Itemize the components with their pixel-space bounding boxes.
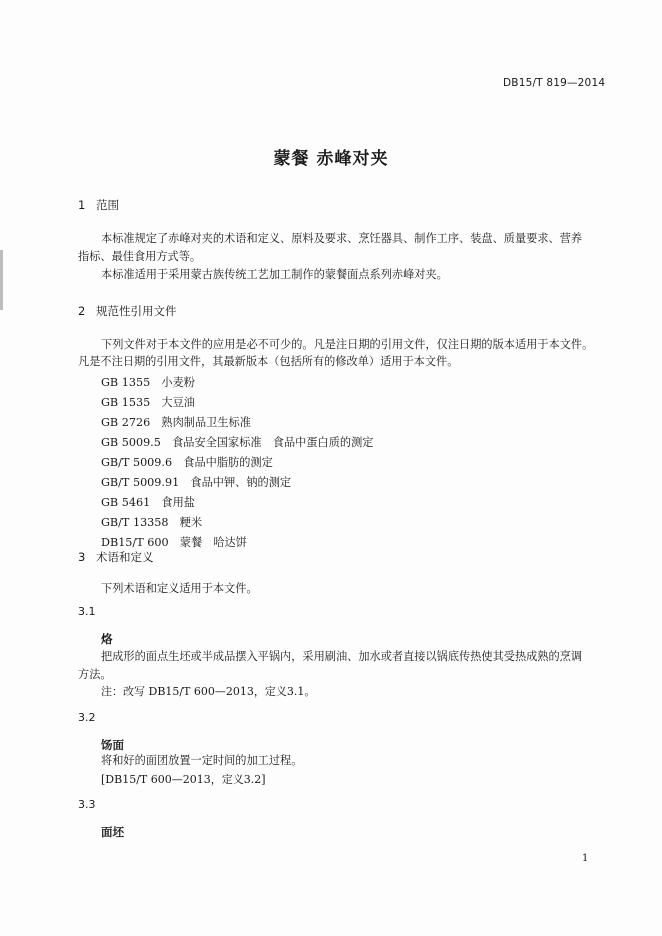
reference-item	[101, 534, 247, 550]
reference-name: 食用盐	[161, 496, 195, 509]
doc-number: DB15/T 819—2014	[503, 77, 606, 89]
reference-code: GB 1535	[101, 396, 151, 409]
section-number: 1	[78, 198, 86, 212]
reference-item	[101, 454, 273, 470]
reference-item	[101, 414, 251, 430]
term-definition-line-1: 把成形的面点生坯或半成品摆入平锅内，采用刷油、加水或者直接以锅底传热使其受热成熟的烹调	[101, 650, 583, 663]
reference-item	[101, 514, 202, 530]
reference-code: GB/T 13358	[101, 516, 169, 529]
reference-item	[101, 394, 195, 410]
page-title: 蒙餐 赤峰对夹	[273, 149, 389, 169]
reference-item	[101, 494, 195, 510]
reference-item	[101, 374, 195, 390]
section-title: 范围	[96, 198, 119, 212]
terms-intro: 下列术语和定义适用于本文件。	[101, 582, 258, 595]
term-number: 3.2	[78, 711, 96, 724]
page-number: 1	[582, 853, 589, 864]
term-source: [DB15/T 600—2013，定义3.2]	[101, 773, 266, 786]
term-title: 饧面	[101, 738, 124, 752]
section-heading-2	[78, 303, 177, 319]
section-heading-1	[78, 197, 119, 213]
reference-code: GB 5009.5	[101, 436, 161, 449]
section-title: 规范性引用文件	[96, 304, 177, 318]
term-number: 3.3	[78, 798, 96, 811]
reference-name: 食品中钾、钠的测定	[190, 476, 292, 489]
references-intro-line-2: 凡是不注日期的引用文件，其最新版本（包括所有的修改单）适用于本文件。	[78, 355, 459, 368]
scope-paragraph-line-2: 指标、最佳食用方式等。	[78, 250, 202, 263]
reference-code: DB15/T 600	[101, 536, 169, 549]
reference-code: GB/T 5009.91	[101, 476, 180, 489]
scan-edge-mark	[0, 250, 3, 310]
reference-code: GB/T 5009.6	[101, 456, 173, 469]
reference-name: 粳米	[179, 516, 203, 529]
term-title: 烙	[101, 632, 113, 646]
reference-name: 小麦粉	[161, 376, 195, 389]
term-definition-line-2: 方法。	[78, 668, 112, 681]
reference-name: 熟肉制品卫生标准	[161, 416, 251, 429]
reference-code: GB 2726	[101, 416, 151, 429]
reference-name: 蒙餐 哈达饼	[179, 536, 247, 549]
section-title: 术语和定义	[96, 550, 154, 564]
reference-name: 食品安全国家标准 食品中蛋白质的测定	[172, 436, 374, 449]
term-title: 面坯	[101, 825, 124, 839]
reference-item	[101, 434, 373, 450]
term-number: 3.1	[78, 605, 96, 618]
reference-code: GB 5461	[101, 496, 151, 509]
scope-paragraph-line-3: 本标准适用于采用蒙古族传统工艺加工制作的蒙餐面点系列赤峰对夹。	[101, 268, 448, 281]
reference-name: 食品中脂肪的测定	[183, 456, 273, 469]
section-number: 2	[78, 304, 86, 318]
section-number: 3	[78, 550, 86, 564]
section-heading-3	[78, 549, 154, 565]
term-note: 注：改写 DB15/T 600—2013，定义3.1。	[101, 685, 316, 698]
reference-name: 大豆油	[161, 396, 195, 409]
references-intro-line-1: 下列文件对于本文件的应用是必不可少的。凡是注日期的引用文件，仅注日期的版本适用于本文件。	[101, 338, 594, 351]
scope-paragraph-line-1: 本标准规定了赤峰对夹的术语和定义、原料及要求、烹饪器具、制作工序、装盘、质量要求、营养	[101, 232, 583, 245]
reference-code: GB 1355	[101, 376, 151, 389]
term-definition-line-1: 将和好的面团放置一定时间的加工过程。	[101, 754, 303, 767]
reference-item	[101, 474, 291, 490]
